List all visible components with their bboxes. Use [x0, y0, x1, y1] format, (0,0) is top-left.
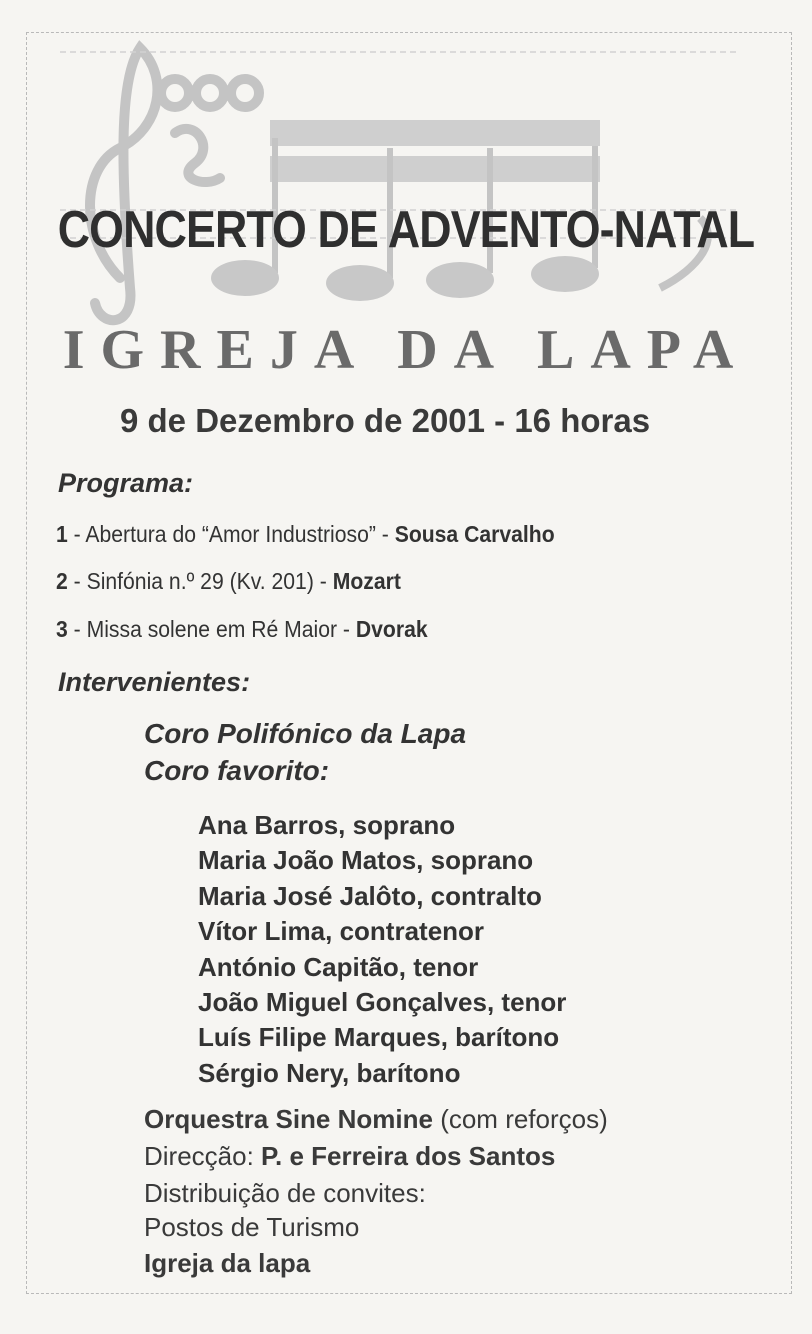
orchestra-name: Orquestra Sine Nomine — [144, 1104, 433, 1134]
director-name: P. e Ferreira dos Santos — [261, 1141, 556, 1171]
program-item — [56, 616, 428, 643]
favorite-choir-label: Coro favorito: — [144, 755, 330, 786]
program-heading: Programa: — [58, 468, 194, 498]
music-notes-icon — [60, 38, 740, 328]
singer-item: João Miguel Gonçalves, tenor — [198, 987, 567, 1018]
direction-line — [144, 1141, 555, 1172]
page-title: CONCERTO DE ADVENTO-NATAL — [57, 201, 755, 259]
choir-name: Coro Polifónico da Lapa — [144, 718, 467, 749]
invites-place: Postos de Turismo — [144, 1212, 360, 1242]
program-item — [56, 521, 555, 548]
program-item-number: 3 — [56, 616, 68, 642]
program-item-number: 2 — [56, 568, 68, 594]
invites-place: Igreja da lapa — [144, 1248, 311, 1278]
singer-item: António Capitão, tenor — [198, 951, 479, 982]
program-item-work: - Missa solene em Ré Maior - — [67, 616, 356, 642]
event-date: 9 de Dezembro de 2001 - 16 horas — [120, 402, 651, 439]
singer-list — [198, 808, 566, 1091]
singer-item: Ana Barros, soprano — [198, 810, 456, 840]
invites-label: Distribuição de convites: — [144, 1178, 426, 1208]
orchestra-line — [144, 1104, 608, 1135]
performers-heading: Intervenientes: — [58, 667, 251, 697]
program-item-work: - Abertura do “Amor Industrioso” - — [67, 521, 395, 547]
direction-label: Direcção: — [144, 1141, 262, 1171]
singer-item: Luís Filipe Marques, barítono — [198, 1022, 560, 1053]
venue-subtitle: IGREJA DA LAPA — [62, 319, 750, 381]
program-item-work: - Sinfónia n.º 29 (Kv. 201) - — [67, 568, 333, 594]
program-item-composer: Mozart — [332, 568, 401, 594]
orchestra-note: (com reforços) — [432, 1104, 608, 1134]
program-item — [56, 568, 401, 595]
singer-item: Maria João Matos, soprano — [198, 845, 534, 876]
singer-item: Sérgio Nery, barítono — [198, 1057, 461, 1088]
program-item-composer: Dvorak — [355, 616, 428, 642]
singer-item: Maria José Jalôto, contralto — [198, 880, 542, 911]
program-item-number: 1 — [56, 521, 68, 547]
program-item-composer: Sousa Carvalho — [394, 521, 555, 547]
singer-item: Vítor Lima, contratenor — [198, 916, 485, 947]
